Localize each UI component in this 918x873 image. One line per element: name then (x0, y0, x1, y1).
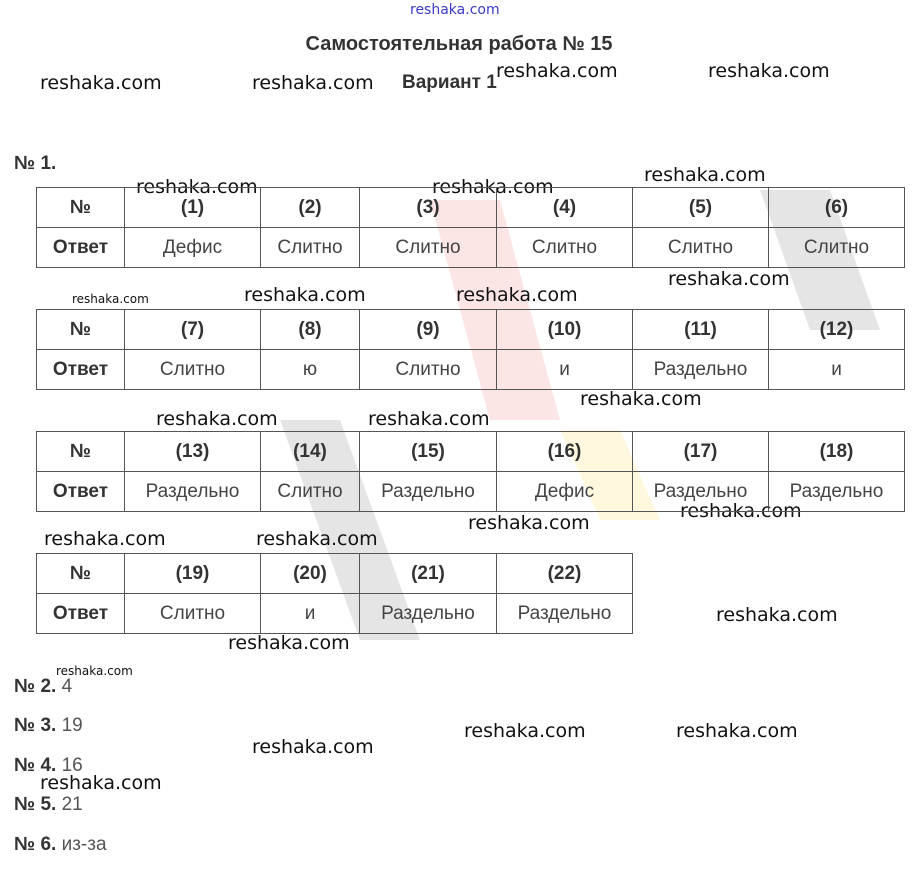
answer-cell: Слитно (360, 228, 497, 268)
num-header: № (37, 310, 125, 350)
answer-cell: Раздельно (125, 472, 261, 512)
answer-cell: Дефис (497, 472, 633, 512)
answer-table-4 (36, 553, 633, 634)
question-number: (11) (633, 310, 769, 350)
question-number: (17) (633, 432, 769, 472)
watermark-top: reshaka.com (410, 2, 500, 18)
answer-cell: Раздельно (633, 472, 769, 512)
task-label: № 5. (14, 794, 57, 815)
answer-cell: Раздельно (769, 472, 905, 512)
watermark: reshaka.com (708, 60, 830, 82)
question-number: (8) (261, 310, 360, 350)
answer-cell: Дефис (125, 228, 261, 268)
watermark: reshaka.com (228, 632, 350, 654)
watermark: reshaka.com (680, 500, 802, 522)
question-number: (13) (125, 432, 261, 472)
task-3 (14, 715, 83, 737)
watermark: reshaka.com (252, 72, 374, 94)
question-number: (9) (360, 310, 497, 350)
watermark: reshaka.com (468, 512, 590, 534)
answer-table-1 (36, 187, 905, 268)
question-number: (19) (125, 554, 261, 594)
question-number: (12) (769, 310, 905, 350)
watermark: reshaka.com (40, 72, 162, 94)
answer-table-3 (36, 431, 905, 512)
watermark: reshaka.com (40, 772, 162, 794)
answer-cell: Слитно (769, 228, 905, 268)
answer-header: Ответ (37, 472, 125, 512)
question-number: (20) (261, 554, 360, 594)
num-header: № (37, 554, 125, 594)
watermark: reshaka.com (676, 720, 798, 742)
question-number: (3) (360, 188, 497, 228)
question-number: (7) (125, 310, 261, 350)
answer-cell: Раздельно (497, 594, 633, 634)
answer-cell: и (769, 350, 905, 390)
watermark: reshaka.com (256, 528, 378, 550)
task-2 (14, 676, 72, 698)
answer-cell: Раздельно (360, 472, 497, 512)
answer-cell: Раздельно (633, 350, 769, 390)
watermark: reshaka.com (44, 528, 166, 550)
variant-label: Вариант 1 (402, 72, 497, 93)
question-number: (5) (633, 188, 769, 228)
answer-table-2 (36, 309, 905, 390)
watermark: reshaka.com (252, 736, 374, 758)
answer-header: Ответ (37, 350, 125, 390)
answer-cell: Слитно (125, 594, 261, 634)
answer-cell: и (261, 594, 360, 634)
answer-cell: Слитно (633, 228, 769, 268)
table-row (37, 310, 905, 350)
answer-header: Ответ (37, 594, 125, 634)
watermark: reshaka.com (644, 164, 766, 186)
question-number: (6) (769, 188, 905, 228)
question-number: (16) (497, 432, 633, 472)
task-5 (14, 794, 83, 816)
task-answer: 19 (61, 715, 83, 736)
num-header: № (37, 188, 125, 228)
answer-cell: Слитно (125, 350, 261, 390)
question-number: (10) (497, 310, 633, 350)
task-label: № 2. (14, 676, 57, 697)
watermark: reshaka.com (668, 268, 790, 290)
task-label: № 4. (14, 755, 57, 776)
watermark: reshaka.com (716, 604, 838, 626)
question-number: (21) (360, 554, 497, 594)
watermark: reshaka.com (580, 388, 702, 410)
question-number: (4) (497, 188, 633, 228)
question-number: (15) (360, 432, 497, 472)
watermark: reshaka.com (156, 408, 278, 430)
table-row (37, 350, 905, 390)
task-answer: 16 (61, 755, 83, 776)
answer-cell: Слитно (360, 350, 497, 390)
question-number: (1) (125, 188, 261, 228)
task-answer: 21 (61, 794, 83, 815)
question-number: (14) (261, 432, 360, 472)
table-row (37, 228, 905, 268)
question-number: (2) (261, 188, 360, 228)
watermark: reshaka.com (464, 720, 586, 742)
watermark: reshaka.com (136, 176, 258, 198)
table-row (37, 432, 905, 472)
table-row (37, 554, 633, 594)
watermark: reshaka.com (496, 60, 618, 82)
watermark: reshaka.com (244, 284, 366, 306)
answer-cell: Раздельно (360, 594, 497, 634)
table-row (37, 188, 905, 228)
page-title: Самостоятельная работа № 15 (305, 33, 613, 55)
task-6 (14, 834, 107, 856)
question-number: (18) (769, 432, 905, 472)
answer-cell: и (497, 350, 633, 390)
watermark: reshaka.com (72, 292, 149, 306)
task1-label: № 1. (14, 153, 57, 174)
answer-cell: ю (261, 350, 360, 390)
num-header: № (37, 432, 125, 472)
watermark: reshaka.com (432, 176, 554, 198)
answer-cell: Слитно (497, 228, 633, 268)
watermark: reshaka.com (56, 664, 133, 678)
task-4 (14, 755, 83, 777)
answer-cell: Слитно (261, 472, 360, 512)
watermark: reshaka.com (456, 284, 578, 306)
task-answer: 4 (61, 676, 73, 697)
table-row (37, 594, 633, 634)
table-row (37, 472, 905, 512)
answer-cell: Слитно (261, 228, 360, 268)
answer-header: Ответ (37, 228, 125, 268)
task-answer: из-за (61, 834, 107, 855)
question-number: (22) (497, 554, 633, 594)
watermark: reshaka.com (368, 408, 490, 430)
task-label: № 6. (14, 834, 57, 855)
task-label: № 3. (14, 715, 57, 736)
